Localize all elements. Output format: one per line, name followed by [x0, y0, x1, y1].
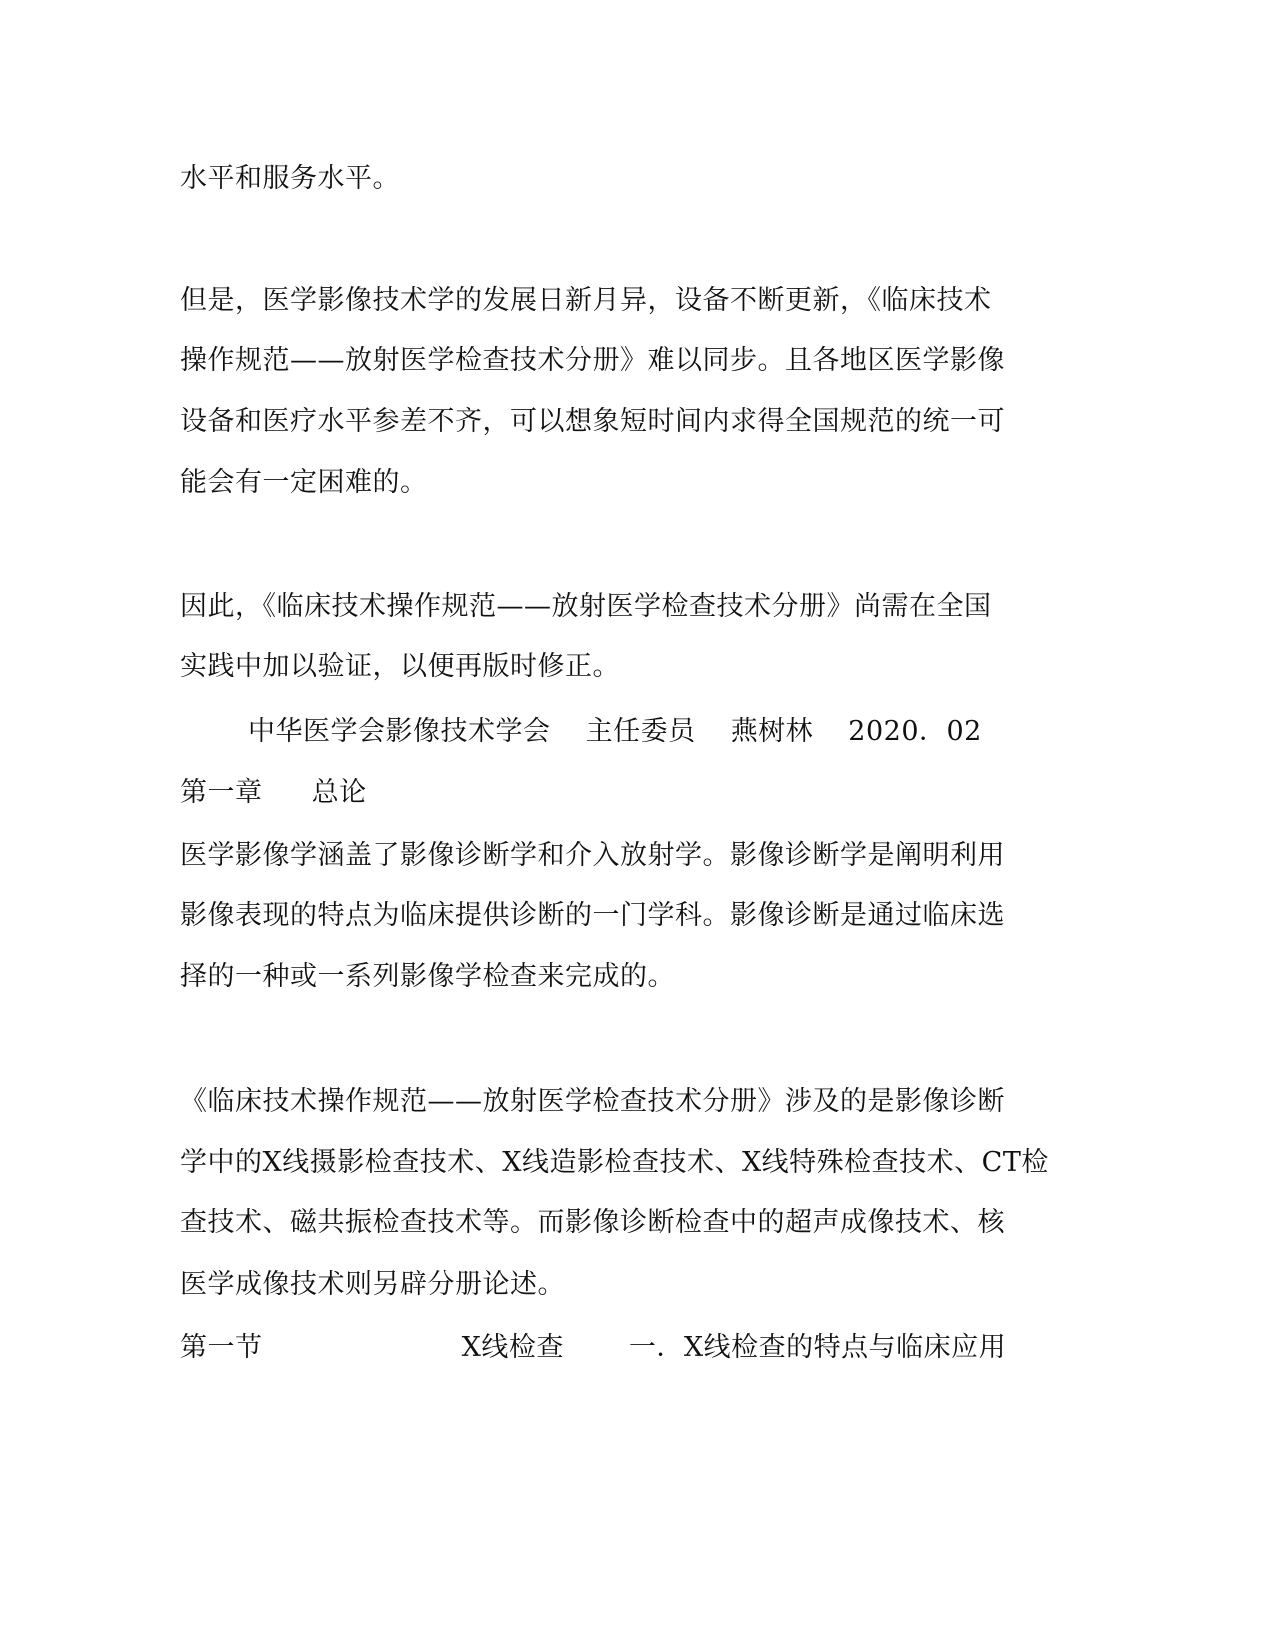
- section-subtitle: 一．X线检查的特点与临床应用: [628, 1332, 1007, 1363]
- para3-line-1: 因此，《临床技术操作规范——放射医学检查技术分册》尚需在全国: [180, 591, 992, 622]
- section-title: X线检查: [461, 1332, 564, 1363]
- signature-date: 2020．02: [848, 716, 982, 747]
- para1-line-1: 水平和服务水平。: [180, 163, 400, 194]
- chapter-number: 第一章: [180, 777, 263, 808]
- para2-line-4: 能会有一定困难的。: [180, 467, 428, 498]
- para5-line-2: 学中的X线摄影检查技术、X线造影检查技术、X线特殊检查技术、CT检: [180, 1147, 1049, 1178]
- para4-line-3: 择的一种或一系列影像学检查来完成的。: [180, 961, 675, 992]
- para2-line-1: 但是，医学影像技术学的发展日新月异，设备不断更新，《临床技术: [180, 285, 992, 316]
- para4-line-1: 医学影像学涵盖了影像诊断学和介入放射学。影像诊断学是阐明利用: [180, 840, 1005, 871]
- para5-line-1: 《临床技术操作规范——放射医学检查技术分册》涉及的是影像诊断: [180, 1086, 1005, 1117]
- chapter-heading: [180, 776, 367, 810]
- para5-line-4: 医学成像技术则另辟分册论述。: [180, 1269, 565, 1300]
- para3-line-2: 实践中加以验证，以便再版时修正。: [180, 651, 620, 682]
- section-number: 第一节: [180, 1332, 263, 1363]
- para4-line-2: 影像表现的特点为临床提供诊断的一门学科。影像诊断是通过临床选: [180, 900, 1005, 931]
- signature-name: 燕树林: [730, 716, 814, 747]
- signature-line: [248, 715, 982, 749]
- para2-line-2: 操作规范——放射医学检查技术分册》难以同步。且各地区医学影像: [180, 345, 1005, 376]
- para5-line-3: 查技术、磁共振检查技术等。而影像诊断检查中的超声成像技术、核: [180, 1207, 1005, 1238]
- section-heading: [180, 1331, 1006, 1365]
- signature-role: 主任委员: [585, 716, 696, 747]
- signature-organization: 中华医学会影像技术学会: [248, 716, 551, 747]
- para2-line-3: 设备和医疗水平参差不齐，可以想象短时间内求得全国规范的统一可: [180, 406, 1005, 437]
- chapter-title: 总论: [311, 777, 367, 808]
